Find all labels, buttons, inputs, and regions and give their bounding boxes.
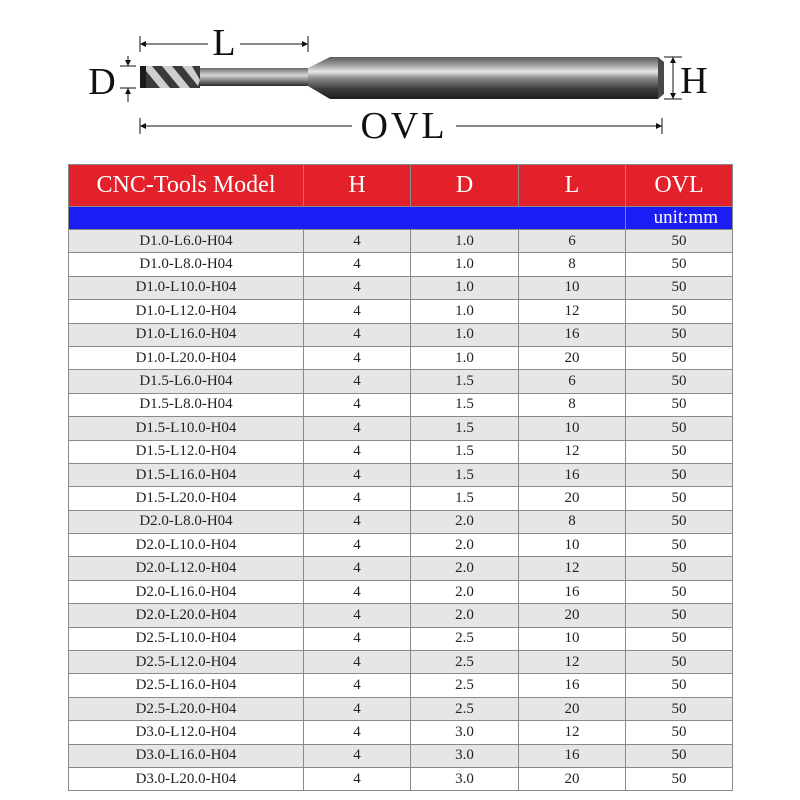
ovl-cell: 50 bbox=[626, 487, 733, 510]
h-cell: 4 bbox=[304, 651, 411, 674]
table-header-row bbox=[69, 165, 733, 207]
ovl-cell: 50 bbox=[626, 417, 733, 440]
h-cell: 4 bbox=[304, 627, 411, 650]
h-cell: 4 bbox=[304, 393, 411, 416]
model-cell: D2.0-L16.0-H04 bbox=[69, 580, 304, 603]
table-row bbox=[69, 510, 733, 533]
model-cell: D2.5-L20.0-H04 bbox=[69, 697, 304, 720]
model-cell: D1.0-L20.0-H04 bbox=[69, 346, 304, 369]
ovl-cell: 50 bbox=[626, 323, 733, 346]
l-cell: 12 bbox=[519, 300, 626, 323]
spec-table bbox=[68, 164, 733, 791]
header-h: H bbox=[304, 165, 411, 207]
h-cell: 4 bbox=[304, 580, 411, 603]
ovl-cell: 50 bbox=[626, 744, 733, 767]
l-cell: 10 bbox=[519, 276, 626, 299]
l-cell: 16 bbox=[519, 463, 626, 486]
h-cell: 4 bbox=[304, 417, 411, 440]
h-cell: 4 bbox=[304, 463, 411, 486]
ovl-cell: 50 bbox=[626, 767, 733, 790]
ovl-cell: 50 bbox=[626, 674, 733, 697]
ovl-cell: 50 bbox=[626, 534, 733, 557]
l-cell: 10 bbox=[519, 627, 626, 650]
l-cell: 8 bbox=[519, 510, 626, 533]
table-row bbox=[69, 557, 733, 580]
table-row bbox=[69, 253, 733, 276]
end-mill-diagram bbox=[0, 0, 800, 160]
d-cell: 2.0 bbox=[411, 604, 519, 627]
table-row bbox=[69, 346, 733, 369]
tool-shank bbox=[330, 57, 664, 99]
l-cell: 10 bbox=[519, 534, 626, 557]
ovl-cell: 50 bbox=[626, 300, 733, 323]
l-cell: 12 bbox=[519, 440, 626, 463]
label-D: D bbox=[88, 61, 116, 103]
h-cell: 4 bbox=[304, 346, 411, 369]
d-cell: 3.0 bbox=[411, 744, 519, 767]
h-cell: 4 bbox=[304, 253, 411, 276]
header-model: CNC-Tools Model bbox=[69, 165, 304, 207]
table-row bbox=[69, 440, 733, 463]
model-cell: D1.5-L20.0-H04 bbox=[69, 487, 304, 510]
table-row bbox=[69, 276, 733, 299]
dimension-D bbox=[120, 56, 136, 102]
header-l: L bbox=[519, 165, 626, 207]
model-cell: D2.0-L12.0-H04 bbox=[69, 557, 304, 580]
table-row bbox=[69, 487, 733, 510]
ovl-cell: 50 bbox=[626, 627, 733, 650]
ovl-cell: 50 bbox=[626, 604, 733, 627]
h-cell: 4 bbox=[304, 487, 411, 510]
d-cell: 2.5 bbox=[411, 697, 519, 720]
ovl-cell: 50 bbox=[626, 230, 733, 253]
label-L: L bbox=[212, 22, 236, 64]
l-cell: 10 bbox=[519, 417, 626, 440]
spec-table-container bbox=[68, 164, 732, 791]
h-cell: 4 bbox=[304, 674, 411, 697]
d-cell: 1.0 bbox=[411, 346, 519, 369]
d-cell: 1.5 bbox=[411, 487, 519, 510]
ovl-cell: 50 bbox=[626, 346, 733, 369]
d-cell: 3.0 bbox=[411, 767, 519, 790]
d-cell: 2.5 bbox=[411, 651, 519, 674]
table-row bbox=[69, 767, 733, 790]
h-cell: 4 bbox=[304, 370, 411, 393]
h-cell: 4 bbox=[304, 510, 411, 533]
model-cell: D1.5-L10.0-H04 bbox=[69, 417, 304, 440]
model-cell: D2.0-L10.0-H04 bbox=[69, 534, 304, 557]
ovl-cell: 50 bbox=[626, 580, 733, 603]
model-cell: D1.0-L12.0-H04 bbox=[69, 300, 304, 323]
table-row bbox=[69, 674, 733, 697]
h-cell: 4 bbox=[304, 721, 411, 744]
d-cell: 1.5 bbox=[411, 440, 519, 463]
h-cell: 4 bbox=[304, 744, 411, 767]
l-cell: 20 bbox=[519, 767, 626, 790]
l-cell: 20 bbox=[519, 487, 626, 510]
l-cell: 12 bbox=[519, 721, 626, 744]
d-cell: 1.0 bbox=[411, 323, 519, 346]
table-row bbox=[69, 744, 733, 767]
table-row bbox=[69, 580, 733, 603]
l-cell: 16 bbox=[519, 323, 626, 346]
table-row bbox=[69, 323, 733, 346]
model-cell: D2.5-L10.0-H04 bbox=[69, 627, 304, 650]
model-cell: D2.0-L20.0-H04 bbox=[69, 604, 304, 627]
table-row bbox=[69, 393, 733, 416]
ovl-cell: 50 bbox=[626, 510, 733, 533]
h-cell: 4 bbox=[304, 697, 411, 720]
l-cell: 20 bbox=[519, 697, 626, 720]
table-row bbox=[69, 697, 733, 720]
h-cell: 4 bbox=[304, 604, 411, 627]
l-cell: 16 bbox=[519, 674, 626, 697]
model-cell: D1.0-L16.0-H04 bbox=[69, 323, 304, 346]
l-cell: 8 bbox=[519, 253, 626, 276]
d-cell: 1.0 bbox=[411, 300, 519, 323]
table-row bbox=[69, 604, 733, 627]
ovl-cell: 50 bbox=[626, 651, 733, 674]
cutting-flutes bbox=[140, 66, 200, 88]
l-cell: 16 bbox=[519, 580, 626, 603]
unit-bar bbox=[69, 207, 733, 230]
l-cell: 12 bbox=[519, 651, 626, 674]
model-cell: D1.0-L6.0-H04 bbox=[69, 230, 304, 253]
model-cell: D1.5-L16.0-H04 bbox=[69, 463, 304, 486]
d-cell: 2.5 bbox=[411, 627, 519, 650]
l-cell: 6 bbox=[519, 230, 626, 253]
l-cell: 12 bbox=[519, 557, 626, 580]
model-cell: D3.0-L12.0-H04 bbox=[69, 721, 304, 744]
l-cell: 16 bbox=[519, 744, 626, 767]
d-cell: 1.0 bbox=[411, 276, 519, 299]
model-cell: D2.5-L16.0-H04 bbox=[69, 674, 304, 697]
h-cell: 4 bbox=[304, 557, 411, 580]
ovl-cell: 50 bbox=[626, 440, 733, 463]
header-ovl: OVL bbox=[626, 165, 733, 207]
h-cell: 4 bbox=[304, 440, 411, 463]
model-cell: D1.0-L10.0-H04 bbox=[69, 276, 304, 299]
ovl-cell: 50 bbox=[626, 557, 733, 580]
d-cell: 1.5 bbox=[411, 370, 519, 393]
ovl-cell: 50 bbox=[626, 721, 733, 744]
l-cell: 20 bbox=[519, 604, 626, 627]
ovl-cell: 50 bbox=[626, 370, 733, 393]
model-cell: D2.0-L8.0-H04 bbox=[69, 510, 304, 533]
table-row bbox=[69, 417, 733, 440]
tool-neck bbox=[200, 68, 308, 86]
tool-taper bbox=[308, 57, 330, 99]
d-cell: 2.0 bbox=[411, 557, 519, 580]
d-cell: 3.0 bbox=[411, 721, 519, 744]
model-cell: D3.0-L20.0-H04 bbox=[69, 767, 304, 790]
model-cell: D3.0-L16.0-H04 bbox=[69, 744, 304, 767]
table-row bbox=[69, 230, 733, 253]
d-cell: 1.0 bbox=[411, 230, 519, 253]
model-cell: D2.5-L12.0-H04 bbox=[69, 651, 304, 674]
l-cell: 8 bbox=[519, 393, 626, 416]
model-cell: D1.5-L6.0-H04 bbox=[69, 370, 304, 393]
ovl-cell: 50 bbox=[626, 697, 733, 720]
table-row bbox=[69, 370, 733, 393]
d-cell: 2.5 bbox=[411, 674, 519, 697]
h-cell: 4 bbox=[304, 534, 411, 557]
h-cell: 4 bbox=[304, 276, 411, 299]
d-cell: 1.5 bbox=[411, 417, 519, 440]
h-cell: 4 bbox=[304, 323, 411, 346]
table-row bbox=[69, 300, 733, 323]
table-row bbox=[69, 651, 733, 674]
model-cell: D1.0-L8.0-H04 bbox=[69, 253, 304, 276]
header-d: D bbox=[411, 165, 519, 207]
table-row bbox=[69, 627, 733, 650]
d-cell: 1.5 bbox=[411, 393, 519, 416]
d-cell: 2.0 bbox=[411, 580, 519, 603]
d-cell: 2.0 bbox=[411, 510, 519, 533]
d-cell: 2.0 bbox=[411, 534, 519, 557]
l-cell: 6 bbox=[519, 370, 626, 393]
h-cell: 4 bbox=[304, 767, 411, 790]
label-OVL: OVL bbox=[360, 105, 448, 147]
ovl-cell: 50 bbox=[626, 393, 733, 416]
l-cell: 20 bbox=[519, 346, 626, 369]
d-cell: 1.5 bbox=[411, 463, 519, 486]
model-cell: D1.5-L12.0-H04 bbox=[69, 440, 304, 463]
model-cell: D1.5-L8.0-H04 bbox=[69, 393, 304, 416]
table-row bbox=[69, 721, 733, 744]
label-H: H bbox=[680, 60, 708, 102]
h-cell: 4 bbox=[304, 300, 411, 323]
d-cell: 1.0 bbox=[411, 253, 519, 276]
ovl-cell: 50 bbox=[626, 253, 733, 276]
table-row bbox=[69, 463, 733, 486]
h-cell: 4 bbox=[304, 230, 411, 253]
ovl-cell: 50 bbox=[626, 276, 733, 299]
table-row bbox=[69, 534, 733, 557]
unit-label: unit:mm bbox=[626, 207, 733, 230]
ovl-cell: 50 bbox=[626, 463, 733, 486]
